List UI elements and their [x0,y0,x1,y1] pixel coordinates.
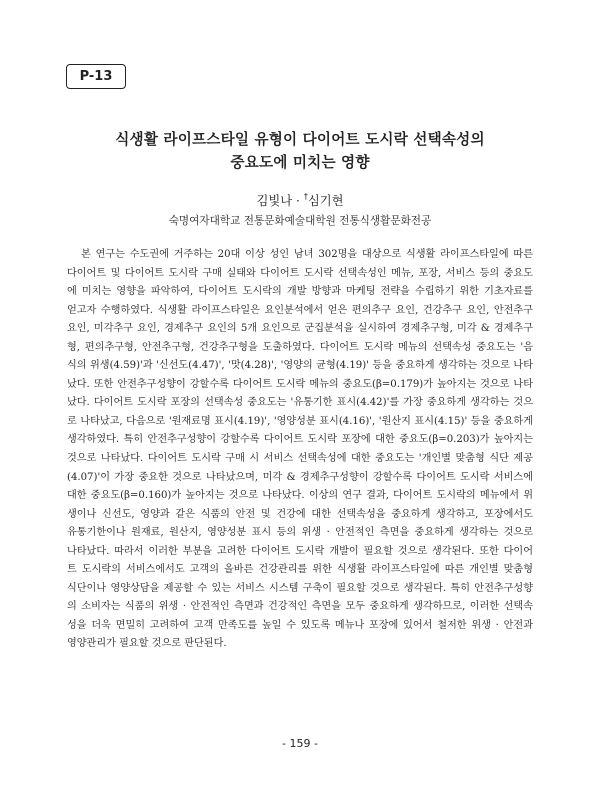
abstract-line: 생이나 신선도, 영양과 같은 식품의 안전 및 건강에 대한 선택속성을 중요하게 생각하고, 포장에서도 [67,508,533,520]
page-number: - 159 - [282,737,318,750]
title-line-1: 식생활 라이프스타일 유형이 다이어트 도시락 선택속성의 [115,131,485,148]
poster-number-badge: P-13 [66,64,126,89]
author-second: 심기현 [307,194,344,209]
abstract-line: 생각하였다. 특히 안전추구성향이 강할수록 다이어트 도시락 포장에 대한 중요도(β=0.203)가 높아지는 [67,434,533,446]
abstract-line: 것으로 나타났다. 다이어트 도시락 구매 시 서비스 선택속성에 대한 중요도는 '개인별 맞춤형 식단 제공 [67,453,533,465]
abstract-line: 의 소비자는 식품의 위생 · 안전적인 측면과 건강적인 측면을 모두 중요하게 생각하므로, 이러한 선택속 [67,601,533,613]
paper-title [40,128,560,174]
abstract-line: 성을 더욱 면밀히 고려하여 고객 만족도를 높일 수 있도록 메뉴나 포장에 있어서 철저한 위생 · 안전과 [67,619,533,631]
abstract-line: 식의 위생(4.59)'과 '신선도(4.47)', '맛(4.28)', '영양의 균형(4.19)' 등을 중요하게 생각하는 것으로 나타 [67,360,533,372]
abstract-line: 영양관리가 필요할 것으로 판단된다. [67,638,227,650]
abstract-line: 다이어트 및 다이어트 도시락 구매 실태와 다이어트 도시락 선택속성인 메뉴, 포장, 서비스 등의 중요도 [67,267,533,279]
abstract-line: 트 도시락의 서비스에서도 고객의 올바른 건강관리를 위한 식생활 라이프스타일에 따른 개인별 맞춤형 [67,564,533,576]
abstract-line: 얻고자 수행하였다. 식생활 라이프스타일은 요인분석에서 얻은 편의추구 요인, 건강추구 요인, 안전추구 [67,304,533,316]
abstract-line: 로 나타났고, 다음으로 '원재료명 표시(4.19)', '영양성분 표시(4.16)', '원산지 표시(4.15)' 등을 중요하게 [67,415,533,427]
author-first: 김빛나 [256,194,293,209]
abstract-line: 에 미치는 영향을 파악하여, 다이어트 도시락의 개발 방향과 마케팅 전략을 수립하기 위한 기초자료를 [67,286,533,298]
abstract-line: 본 연구는 수도권에 거주하는 20대 이상 성인 남녀 302명을 대상으로 식생활 라이프스타일에 따른 [81,249,533,260]
abstract-body [67,246,533,654]
affiliation: 숙명여자대학교 전통문화예술대학원 전통식생활문화전공 [168,215,432,227]
abstract-line: 형, 편의추구형, 안전추구형, 건강추구형을 도출하였다. 다이어트 도시락 메뉴의 선택속성 중요도는 '음 [67,341,533,353]
abstract-line: (4.07)'이 가장 중요한 것으로 나타났으며, 미각 & 경제추구성향이 강할수록 다이어트 도시락 서비스에 [67,471,533,483]
title-line-2: 중요도에 미치는 영향 [230,154,370,171]
abstract-line: 식단이나 영양상담을 제공할 수 있는 서비스 시스템 구축이 필요할 것으로 생각된다. 특히 안전추구성향 [67,582,533,594]
abstract-line: 났다. 또한 안전추구성향이 강할수록 다이어트 도시락 메뉴의 중요도(β=0.179)가 높아지는 것으로 나타 [67,378,533,390]
corresponding-author-mark: † [303,192,308,201]
abstract-line: 요인, 미각추구 요인, 경제추구 요인의 5개 요인으로 군집분석을 실시하여 경제추구형, 미각 & 경제추구 [67,323,533,335]
abstract-line: 대한 중요도(β=0.160)가 높아지는 것으로 나타났다. 이상의 연구 결과, 다이어트 도시락의 메뉴에서 위 [67,490,533,502]
author-list [40,190,560,209]
abstract-line: 났다. 다이어트 도시락 포장의 선택속성 중요도는 '유통기한 표시(4.42)'를 가장 중요하게 생각하는 것으 [67,397,533,409]
abstract-line: 유통기한이나 원재료, 원산지, 영양성분 표시 등의 위생 · 안전적인 측면을 중요하게 생각하는 것으로 [67,527,533,539]
author-separator: · [292,194,304,209]
abstract-line: 나타났다. 따라서 이러한 부분을 고려한 다이어트 도시락 개발이 필요할 것으로 생각된다. 또한 다이어 [67,545,533,557]
